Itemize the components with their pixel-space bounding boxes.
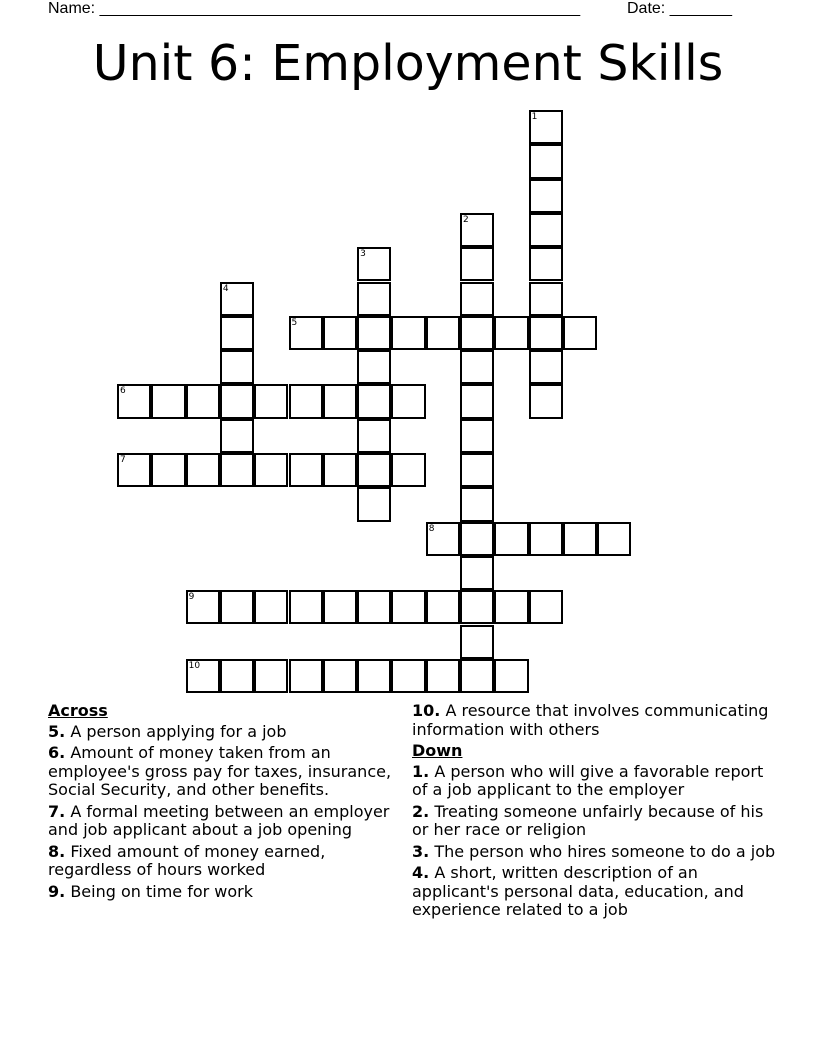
clue-text: Treating someone unfairly because of his or her race or religion xyxy=(412,801,764,839)
clue-number: 3. xyxy=(412,841,430,861)
clue-text: The person who hires someone to do a job xyxy=(434,841,776,861)
grid-cell[interactable] xyxy=(289,316,323,350)
grid-cell[interactable] xyxy=(529,350,563,384)
grid-cell[interactable] xyxy=(220,282,254,316)
grid-cell[interactable] xyxy=(391,384,425,418)
grid-cell[interactable] xyxy=(494,522,528,556)
cell-number: 4 xyxy=(222,283,229,294)
grid-cell[interactable] xyxy=(357,316,391,350)
grid-cell[interactable] xyxy=(426,522,460,556)
clue-down-1 xyxy=(412,763,782,800)
grid-cell[interactable] xyxy=(426,316,460,350)
grid-cell[interactable] xyxy=(357,350,391,384)
clue-text: Amount of money taken from an employee's gross pay for taxes, insurance, Social Security, and other benefits. xyxy=(48,743,392,799)
clue-across-6 xyxy=(48,744,398,800)
grid-cell[interactable] xyxy=(426,590,460,624)
grid-cell[interactable] xyxy=(563,522,597,556)
clue-text: Being on time for work xyxy=(70,881,254,901)
grid-cell[interactable] xyxy=(323,316,357,350)
clue-down-2 xyxy=(412,803,782,840)
grid-cell[interactable] xyxy=(220,590,254,624)
grid-cell[interactable] xyxy=(220,384,254,418)
grid-cell[interactable] xyxy=(151,453,185,487)
clue-text: Fixed amount of money earned, regardless of hours worked xyxy=(48,841,326,879)
grid-cell[interactable] xyxy=(220,350,254,384)
grid-cell[interactable] xyxy=(357,453,391,487)
clue-number: 9. xyxy=(48,881,66,901)
clue-number: 2. xyxy=(412,801,430,821)
page-title: Unit 6: Employment Skills xyxy=(92,35,724,92)
right-clues-column xyxy=(412,702,782,923)
grid-cell[interactable] xyxy=(186,384,220,418)
grid-cell[interactable] xyxy=(391,590,425,624)
cell-number: 8 xyxy=(428,523,435,534)
grid-cell[interactable] xyxy=(426,659,460,693)
cell-number: 5 xyxy=(291,317,298,328)
grid-cell[interactable] xyxy=(529,282,563,316)
clue-number: 7. xyxy=(48,801,66,821)
clue-down-4 xyxy=(412,864,782,920)
grid-cell[interactable] xyxy=(151,384,185,418)
cell-number: 2 xyxy=(463,214,469,225)
clue-text: A formal meeting between an employer and job applicant about a job opening xyxy=(48,801,390,839)
grid-cell[interactable] xyxy=(391,659,425,693)
grid-cell[interactable] xyxy=(289,659,323,693)
grid-cell[interactable] xyxy=(220,453,254,487)
grid-cell[interactable] xyxy=(220,659,254,693)
grid-cell[interactable] xyxy=(357,659,391,693)
grid-cell[interactable] xyxy=(357,282,391,316)
grid-cell[interactable] xyxy=(460,453,494,487)
grid-cell[interactable] xyxy=(186,453,220,487)
cell-number: 9 xyxy=(188,592,195,603)
grid-cell[interactable] xyxy=(460,282,494,316)
grid-cell[interactable] xyxy=(357,590,391,624)
clue-number: 8. xyxy=(48,841,66,861)
grid-cell[interactable] xyxy=(494,590,528,624)
clue-across-8 xyxy=(48,843,398,880)
grid-cell[interactable] xyxy=(254,384,288,418)
grid-cell[interactable] xyxy=(117,453,151,487)
grid-cell[interactable] xyxy=(529,590,563,624)
grid-cell[interactable] xyxy=(529,144,563,178)
clue-number: 4. xyxy=(412,863,430,882)
grid-cell[interactable] xyxy=(289,590,323,624)
grid-cell[interactable] xyxy=(220,419,254,453)
grid-cell[interactable] xyxy=(186,590,220,624)
cell-number: 1 xyxy=(531,112,538,122)
clue-across-5 xyxy=(48,723,398,742)
clue-across-10 xyxy=(412,702,782,739)
grid-cell[interactable] xyxy=(529,110,563,144)
grid-cell[interactable] xyxy=(460,247,494,281)
grid-cell[interactable] xyxy=(357,384,391,418)
grid-cell[interactable] xyxy=(529,384,563,418)
grid-cell[interactable] xyxy=(289,384,323,418)
grid-cell[interactable] xyxy=(254,453,288,487)
grid-cell[interactable] xyxy=(460,213,494,247)
name-field[interactable]: Name: ______________________________________________________ xyxy=(48,0,581,17)
grid-cell[interactable] xyxy=(323,453,357,487)
clue-text: A person who will give a favorable report of a job applicant to the employer xyxy=(412,761,764,799)
grid-cell[interactable] xyxy=(323,659,357,693)
grid-cell[interactable] xyxy=(117,384,151,418)
grid-cell[interactable] xyxy=(289,453,323,487)
clue-text: A short, written description of an applicant's personal data, education, and experience related to a job xyxy=(412,863,744,919)
grid-cell[interactable] xyxy=(529,316,563,350)
clue-text: A resource that involves communicating information with others xyxy=(412,701,769,739)
grid-cell[interactable] xyxy=(460,625,494,659)
grid-cell[interactable] xyxy=(357,247,391,281)
grid-cell[interactable] xyxy=(460,659,494,693)
grid-cell[interactable] xyxy=(357,487,391,521)
across-clues xyxy=(48,702,398,904)
grid-cell[interactable] xyxy=(391,316,425,350)
grid-cell[interactable] xyxy=(323,590,357,624)
clue-number: 10. xyxy=(412,701,441,720)
grid-cell[interactable] xyxy=(254,659,288,693)
grid-cell[interactable] xyxy=(597,522,631,556)
grid-cell[interactable] xyxy=(460,487,494,521)
down-heading: Down xyxy=(412,741,463,760)
clue-text: A person applying for a job xyxy=(70,721,287,741)
date-field[interactable]: Date: _______ xyxy=(627,0,732,17)
grid-cell[interactable] xyxy=(357,419,391,453)
grid-cell[interactable] xyxy=(460,350,494,384)
cell-number: 3 xyxy=(360,249,366,260)
grid-cell[interactable] xyxy=(460,384,494,418)
cell-number: 6 xyxy=(120,386,126,397)
grid-cell[interactable] xyxy=(186,659,220,693)
grid-cell[interactable] xyxy=(494,316,528,350)
grid-cell[interactable] xyxy=(529,247,563,281)
clue-number: 5. xyxy=(48,721,66,741)
grid-cell[interactable] xyxy=(460,590,494,624)
clue-down-3 xyxy=(412,843,782,862)
grid-cell[interactable] xyxy=(254,590,288,624)
grid-cell[interactable] xyxy=(460,522,494,556)
grid-cell[interactable] xyxy=(529,179,563,213)
grid-cell[interactable] xyxy=(460,316,494,350)
grid-cell[interactable] xyxy=(563,316,597,350)
clue-number: 6. xyxy=(48,743,66,762)
grid-cell[interactable] xyxy=(323,384,357,418)
grid-cell[interactable] xyxy=(494,659,528,693)
clue-number: 1. xyxy=(412,761,430,781)
grid-cell[interactable] xyxy=(220,316,254,350)
grid-cell[interactable] xyxy=(391,453,425,487)
grid-cell[interactable] xyxy=(529,213,563,247)
clue-across-9 xyxy=(48,883,398,902)
grid-cell[interactable] xyxy=(529,522,563,556)
grid-cell[interactable] xyxy=(460,419,494,453)
grid-cell[interactable] xyxy=(460,556,494,590)
clue-across-7 xyxy=(48,803,398,840)
cell-number: 7 xyxy=(120,455,126,465)
across-heading: Across xyxy=(48,701,108,720)
cell-number: 10 xyxy=(188,660,201,671)
